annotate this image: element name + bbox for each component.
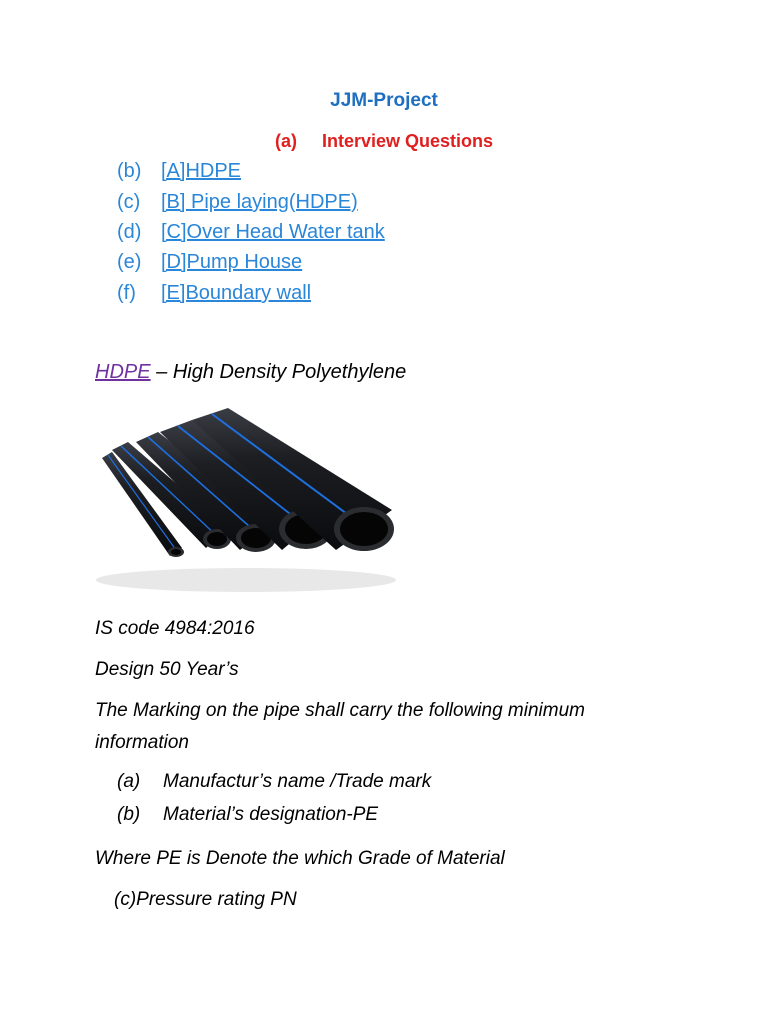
list-label: (a): [117, 771, 141, 792]
toc-item[interactable]: [117, 251, 302, 274]
heading-rest: – High Density Polyethylene: [150, 361, 407, 383]
toc-text: [B] Pipe laying(HDPE): [161, 191, 358, 213]
toc-label: (c): [117, 191, 141, 213]
toc-item[interactable]: [117, 221, 385, 244]
toc-text: [D]Pump House: [161, 251, 303, 273]
list-item: [117, 771, 431, 793]
list-text: Manufactur’s name /Trade mark: [163, 771, 432, 792]
section-heading: [95, 361, 406, 384]
pressure-line: (c)Pressure rating PN: [114, 889, 297, 910]
toc-label: (e): [117, 251, 142, 273]
where-line: Where PE is Denote the which Grade of Material: [95, 848, 505, 869]
design-line: Design 50 Year’s: [95, 659, 239, 680]
toc-text: [C]Over Head Water tank: [161, 221, 385, 243]
list-text: Material’s designation-PE: [163, 804, 379, 825]
subtitle-label: (a): [275, 131, 297, 151]
list-label: (b): [117, 804, 141, 825]
doc-subtitle: [275, 131, 493, 152]
toc-label: (b): [117, 160, 142, 182]
is-code-line: IS code 4984:2016: [95, 618, 255, 639]
toc-item[interactable]: [117, 191, 358, 214]
marking-line-2: information: [95, 732, 189, 753]
list-item: [117, 804, 378, 826]
marking-line-1: The Marking on the pipe shall carry the following minimum: [95, 700, 585, 721]
subtitle-text: Interview Questions: [322, 131, 494, 151]
toc-label: (f): [117, 282, 136, 304]
marking-paragraph: [95, 695, 585, 759]
toc-text: [A]HDPE: [161, 160, 242, 182]
doc-title: JJM-Project: [330, 90, 438, 111]
toc-item[interactable]: [117, 282, 311, 305]
toc-item[interactable]: [117, 160, 241, 183]
hdpe-link[interactable]: HDPE: [95, 361, 151, 383]
hdpe-pipes-image: [96, 398, 398, 598]
toc-label: (d): [117, 221, 142, 243]
toc-text: [E]Boundary wall: [161, 282, 312, 304]
